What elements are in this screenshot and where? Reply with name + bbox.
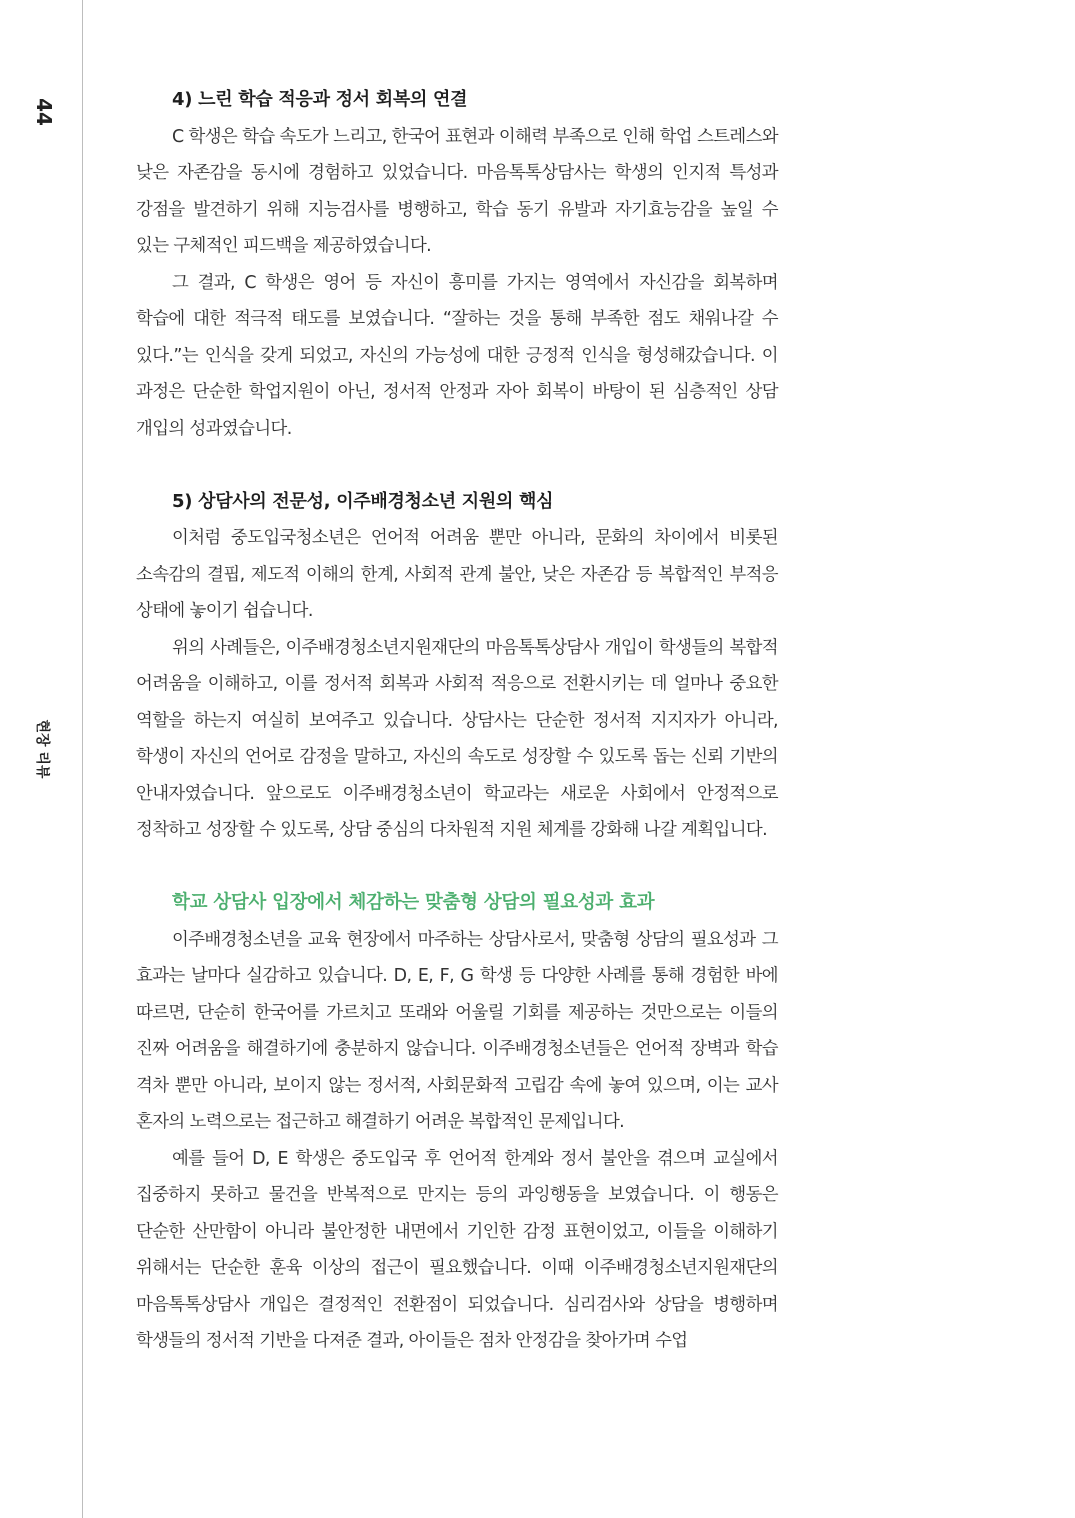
margin-rule xyxy=(82,0,83,1518)
paragraph: 위의 사례들은, 이주배경청소년지원재단의 마음톡톡상담사 개입이 학생들의 복합적 어려움을 이해하고, 이를 정서적 회복과 사회적 적응으로 전환시키는 데 얼마나 중요한 역할을 하는지 여실히 보여주고 있습니다. 상담사는 단순한 정서적 지지자가 아니라, 학생이 자신의 언어로 감정을 말하고, 자신의 속도로 성장할 수 있도록 돕는 신뢰 기반의 안내자였습니다. 앞으로도 이주배경청소년이 학교라는 새로운 사회에서 안정적으로 정착하고 성장할 수 있도록, 상담 중심의 다차원적 지원 체계를 강화해 나갈 계획입니다. xyxy=(136,637,778,840)
article-body xyxy=(136,82,778,1360)
paragraph: 이처럼 중도입국청소년은 언어적 어려움 뿐만 아니라, 문화의 차이에서 비롯된 소속감의 결핍, 제도적 이해의 한계, 사회적 관계 불안, 낮은 자존감 등 복합적인 부적응 상태에 놓이기 쉽습니다. xyxy=(136,528,778,621)
paragraph: 그 결과, C 학생은 영어 등 자신이 흥미를 가지는 영역에서 자신감을 회복하며 학습에 대한 적극적 태도를 보였습니다. “잘하는 것을 통해 부족한 점도 채워나갈 수 있다.”는 인식을 갖게 되었고, 자신의 가능성에 대한 긍정적 인식을 형성해갔습니다. 이 과정은 단순한 학업지원이 아닌, 정서적 안정과 자아 회복이 바탕이 된 심층적인 상담 개입의 성과였습니다. xyxy=(136,272,778,439)
subsection-title: 학교 상담사 입장에서 체감하는 맞춤형 상담의 필요성과 효과 xyxy=(172,892,655,913)
paragraph: 이주배경청소년을 교육 현장에서 마주하는 상담사로서, 맞춤형 상담의 필요성과 그 효과는 날마다 실감하고 있습니다. D, E, F, G 학생 등 다양한 사례를 통해 경험한 바에 따르면, 단순히 한국어를 가르치고 또래와 어울릴 기회를 제공하는 것만으로는 이들의 진짜 어려움을 해결하기에 충분하지 않습니다. 이주배경청소년들은 언어적 장벽과 학습 격차 뿐만 아니라, 보이지 않는 정서적, 사회문화적 고립감 속에 놓여 있으며, 이는 교사 혼자의 노력으로는 접근하고 해결하기 어려운 복합적인 문제입니다. xyxy=(136,929,778,1132)
section-heading: 5) 상담사의 전문성, 이주배경청소년 지원의 핵심 xyxy=(172,490,554,512)
paragraph: C 학생은 학습 속도가 느리고, 한국어 표현과 이해력 부족으로 인해 학업 스트레스와 낮은 자존감을 동시에 경험하고 있었습니다. 마음톡톡상담사는 학생의 인지적 특성과 강점을 발견하기 위해 지능검사를 병행하고, 학습 동기 유발과 자기효능감을 높일 수 있는 구체적인 피드백을 제공하였습니다. xyxy=(136,126,778,256)
paragraph: 예를 들어 D, E 학생은 중도입국 후 언어적 한계와 정서 불안을 겪으며 교실에서 집중하지 못하고 물건을 반복적으로 만지는 등의 과잉행동을 보였습니다. 이 행동은 단순한 산만함이 아니라 불안정한 내면에서 기인한 감정 표현이었고, 이들을 이해하기 위해서는 단순한 훈육 이상의 접근이 필요했습니다. 이때 이주배경청소년지원재단의 마음톡톡상담사 개입은 결정적인 전환점이 되었습니다. 심리검사와 상담을 병행하며 학생들의 정서적 기반을 다져준 결과, 아이들은 점차 안정감을 찾아가며 수업 xyxy=(136,1148,778,1351)
page-number: 44 xyxy=(32,98,56,126)
section-heading: 4) 느린 학습 적응과 정서 회복의 연결 xyxy=(172,89,468,110)
section-label: 현장 리뷰 xyxy=(34,719,50,779)
